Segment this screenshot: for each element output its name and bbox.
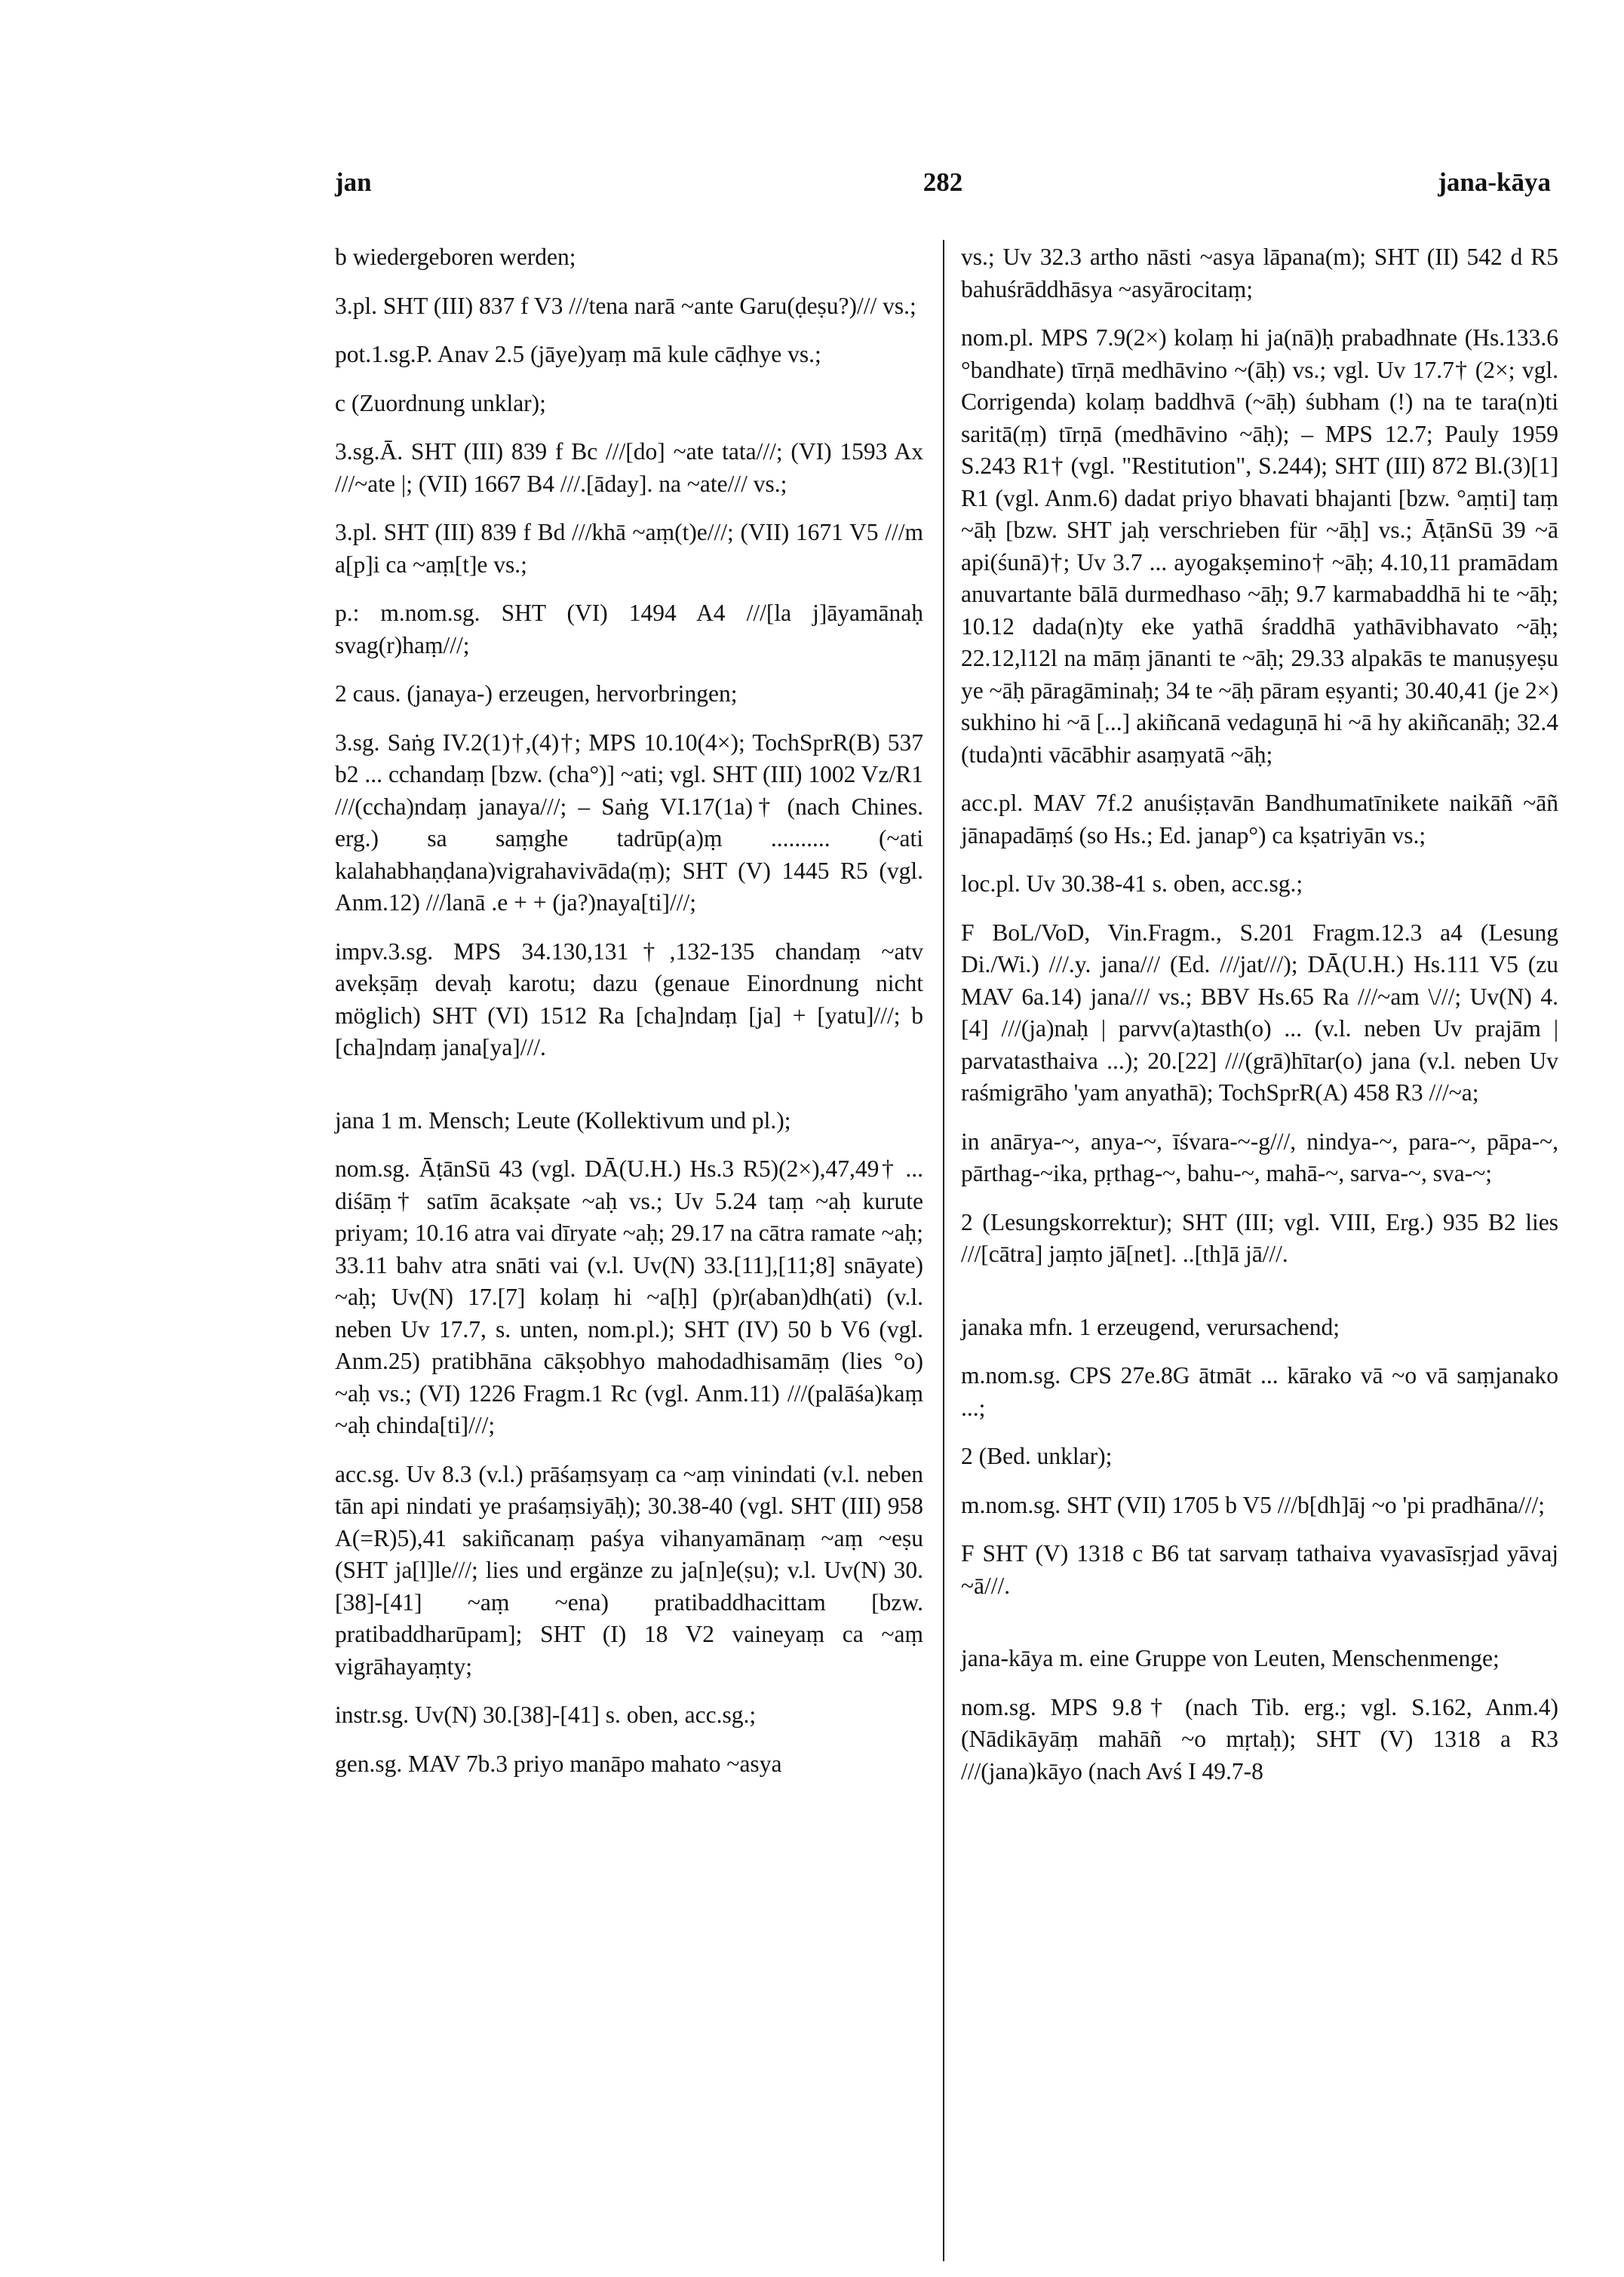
entry-heading: jana 1 m. Mensch; Leute (Kollektivum und pl.);	[335, 1106, 791, 1134]
paragraph: 3.sg.Ā. SHT (III) 839 f Bc ///[do] ~ate tata///; (VI) 1593 Ax ///~ate |; (VII) 1667 B4 ///.[āday]. na ~ate/// vs.;	[335, 438, 923, 497]
paragraph: 2 (Bed. unklar);	[961, 1443, 1113, 1469]
paragraph: instr.sg. Uv(N) 30.[38]-[41] s. oben, acc.sg.;	[335, 1702, 757, 1728]
paragraph: F SHT (V) 1318 c B6 tat sarvaṃ tathaiva vyavasīsṛjad yāvaj ~ā///.	[961, 1540, 1558, 1599]
paragraph: impv.3.sg. MPS 34.130,131†,132-135 chandaṃ ~atv avekṣāṃ devaḥ karotu; dazu (genaue Einordnung nicht möglich) SHT (VI) 1512 Ra [cha]ndaṃ [ja] + [yatu]///; b [cha]ndaṃ jana[ya]///.	[335, 937, 923, 1060]
paragraph: nom.sg. ĀṭānSū 43 (vgl. DĀ(U.H.) Hs.3 R5)(2×),47,49† ... diśāṃ† satīm ācakṣate ~aḥ vs.; Uv 5.24 taṃ ~aḥ kurute priyam; 10.16 atra vai dīryate ~aḥ; 29.17 na cātra ramate ~aḥ; 33.11 bahv atra snāti vai (v.l. Uv(N) 33.[11],[11;8] snāyate) ~aḥ; Uv(N) 17.[7] kolaṃ hi ~a[ḥ] (p)r(aban)dh(ati) (v.l. neben Uv 17.7, s. unten, nom.pl.); SHT (IV) 50 b V6 (vgl. Anm.25) pratibhāna cākṣobhyo mahodadhisamāṃ (lies °o) ~aḥ vs.; (VI) 1226 Fragm.1 Rc (vgl. Anm.11) ///(palāśa)kaṃ ~aḥ chinda[ti]///;	[335, 1155, 923, 1438]
header-left: jan	[335, 167, 372, 197]
paragraph: acc.pl. MAV 7f.2 anuśiṣṭavān Bandhumatīnikete naikāñ ~āñ jānapadāṃś (so Hs.; Ed. janap°) ca kṣatriyān vs.;	[961, 790, 1558, 849]
paragraph: nom.sg. MPS 9.8† (nach Tib. erg.; vgl. S.162, Anm.4) (Nādikāyāṃ mahāñ ~o mṛtaḥ); SHT (V) 1318 a R3 ///(jana)kāyo (nach Avś I 49.7-8	[961, 1693, 1558, 1784]
paragraph: vs.; Uv 32.3 artho nāsti ~asya lāpana(m); SHT (II) 542 d R5 bahuśrāddhāsya ~asyārocitaṃ;	[961, 244, 1558, 302]
left-column	[335, 241, 923, 1797]
right-column	[961, 241, 1558, 1804]
paragraph: 3.pl. SHT (III) 837 f V3 ///tena narā ~ante Garu(ḍeṣu?)/// vs.;	[335, 292, 916, 319]
paragraph: p.: m.nom.sg. SHT (VI) 1494 A4 ///[la j]āyamānaḥ svag(r)haṃ///;	[335, 600, 923, 658]
paragraph: nom.pl. MPS 7.9(2×) kolaṃ hi ja(nā)ḥ prabadhnate (Hs.133.6 °bandhate) tīrṇā medhāvino ~(āḥ) vs.; vgl. Uv 17.7† (2×; vgl. Corrigenda) kolaṃ baddhvā (~āḥ) śubham (!) na te tara(n)ti saritā(ṃ) tīrṇā (medhāvino ~āḥ); – MPS 12.7; Pauly 1959 S.243 R1† (vgl. "Restitution", S.244); SHT (III) 872 Bl.(3)[1] R1 (vgl. Anm.6) dadat priyo bhavati bhajanti [bzw. °aṃti] taṃ ~āḥ [bzw. SHT jaḥ verschrieben für ~āḥ] vs.; ĀṭānSū 39 ~ā api(śunā)†; Uv 3.7 ... ayogakṣemino† ~āḥ; 4.10,11 pramādam anuvartante bālā durmedhaso ~āḥ; 9.7 karmabaddhā hi te ~āḥ; 10.12 dada(n)ty eke yathā śraddhā yathāvibhavato ~āḥ; 22.12,l12l na māṃ jānanti te ~āḥ; 29.33 alpakās te manuṣyeṣu ye ~āḥ pāragāminaḥ; 34 te ~āḥ pāram eṣyanti; 30.40,41 (je 2×) sukhino hi ~ā [...] akiñcanā vedaguṇā hi ~ā hy akiñcanāḥ; 32.4 (tuda)nti vācābhir asaṃyatā ~āḥ;	[961, 324, 1558, 768]
paragraph: pot.1.sg.P. Anav 2.5 (jāye)yaṃ mā kule cāḍhye vs.;	[335, 341, 821, 367]
column-divider	[943, 240, 944, 2261]
page-header	[335, 167, 1551, 213]
header-right: jana-kāya	[1438, 167, 1551, 197]
paragraph: 3.pl. SHT (III) 839 f Bd ///khā ~aṃ(t)e///; (VII) 1671 V5 ///m a[p]i ca ~aṃ[t]e vs.;	[335, 519, 923, 578]
paragraph: acc.sg. Uv 8.3 (v.l.) prāśaṃsyaṃ ca ~aṃ vinindati (v.l. neben tān api nindati ye praśaṃsiyāḥ); 30.38-40 (vgl. SHT (III) 958 A(=R)5),41 sakiñcanaṃ paśya vihanyamānaṃ ~aṃ ~eṣu (SHT ja[l]le///; lies und ergänze zu ja[n]e(ṣu); v.l. Uv(N) 30.[38]-[41] ~aṃ ~ena) pratibaddhacittam [bzw. pratibaddharūpam]; SHT (I) 18 V2 vaineyaṃ ca ~aṃ vigrāhayaṃty;	[335, 1460, 923, 1680]
paragraph: m.nom.sg. CPS 27e.8G ātmāt ... kārako vā ~o vā saṃjanako ...;	[961, 1362, 1558, 1421]
paragraph: gen.sg. MAV 7b.3 priyo manāpo mahato ~asya	[335, 1750, 782, 1777]
entry-heading: jana-kāya m. eine Gruppe von Leuten, Menschenmenge;	[961, 1645, 1500, 1671]
paragraph: in anārya-~, anya-~, īśvara-~-g///, nindya-~, para-~, pāpa-~, pārthag-~ika, pṛthag-~, bahu-~, mahā-~, sarva-~, sva-~;	[961, 1128, 1558, 1186]
page-number: 282	[923, 167, 963, 197]
paragraph: loc.pl. Uv 30.38-41 s. oben, acc.sg.;	[961, 870, 1303, 897]
paragraph: F BoL/VoD, Vin.Fragm., S.201 Fragm.12.3 a4 (Lesung Di./Wi.) ///.y. jana/// (Ed. ///jat///); DĀ(U.H.) Hs.111 V5 (zu MAV 6a.14) jana/// vs.; BBV Hs.65 Ra ///~am \///; Uv(N) 4.[4] ///(ja)naḥ | parvv(a)tasth(o) ... (v.l. neben Uv prajām | parvatasthaiva ...); 20.[22] ///(grā)hītar(o) jana (v.l. neben Uv raśmigrāho 'yam anyathā); TochSprR(A) 458 R3 ///~a;	[961, 919, 1558, 1106]
entry-heading: janaka mfn. 1 erzeugend, verursachend;	[961, 1313, 1340, 1340]
paragraph: b wiedergeboren werden;	[335, 244, 576, 270]
paragraph: 2 caus. (janaya-) erzeugen, hervorbringen;	[335, 680, 738, 707]
paragraph: m.nom.sg. SHT (VII) 1705 b V5 ///b[dh]āj ~o 'pi pradhāna///;	[961, 1491, 1545, 1518]
paragraph: 2 (Lesungskorrektur); SHT (III; vgl. VIII, Erg.) 935 B2 lies ///[cātra] jaṃto jā[net]. ..[th]ā jā///.	[961, 1208, 1558, 1267]
paragraph: 3.sg. Saṅg IV.2(1)†,(4)†; MPS 10.10(4×); TochSprR(B) 537 b2 ... cchandaṃ [bzw. (cha°)] ~ati; vgl. SHT (III) 1002 Vz/R1 ///(ccha)ndaṃ janaya///; – Saṅg VI.17(1a)† (nach Chines. erg.) sa saṃghe tadrūp(a)ṃ .......... (~ati kalahabhaṇḍana)vigrahavivāda(ṃ); SHT (V) 1445 R5 (vgl. Anm.12) ///lanā .e + + (ja?)naya[ti]///;	[335, 729, 923, 916]
paragraph: c (Zuordnung unklar);	[335, 389, 546, 416]
